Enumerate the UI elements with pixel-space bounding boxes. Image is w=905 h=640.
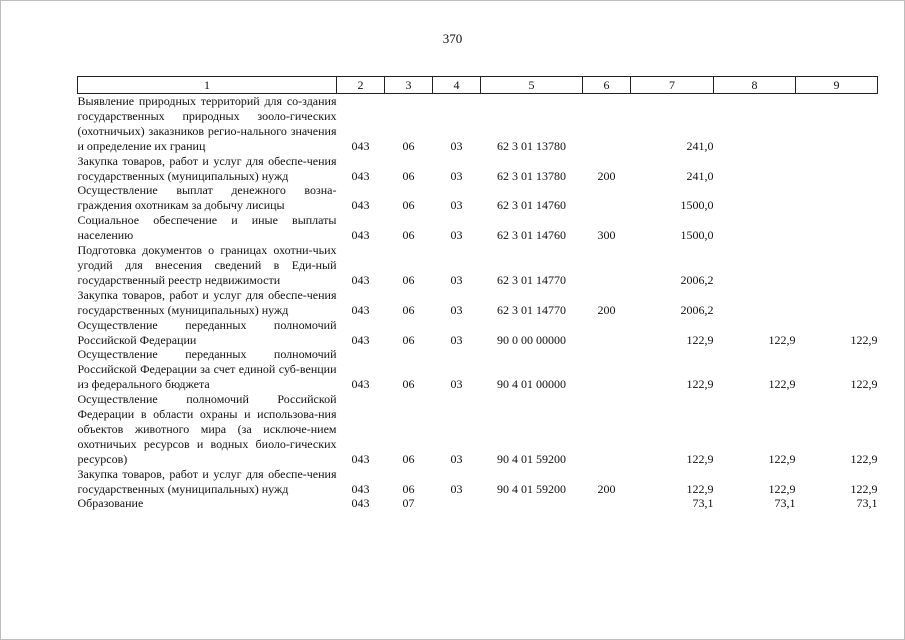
- section-code: 06: [402, 168, 415, 183]
- amount-col8: [714, 213, 796, 243]
- table-row: [78, 496, 878, 511]
- header-cell: 4: [433, 77, 481, 94]
- table-row: [78, 288, 878, 318]
- header-cell: 5: [481, 77, 583, 94]
- table-row: [78, 154, 878, 184]
- ministry-code: 043: [351, 451, 370, 466]
- amount-col9: [796, 154, 878, 184]
- section-code: 06: [402, 377, 415, 392]
- subsection-code: 03: [450, 377, 463, 392]
- subsection-code: 03: [450, 138, 463, 153]
- amount-col9: [796, 213, 878, 243]
- header-row: [78, 77, 878, 94]
- expense-type-code: [583, 347, 631, 392]
- target-article-code: 62 3 01 14770: [497, 272, 566, 287]
- amount-col8: [714, 94, 796, 154]
- target-article-code: 62 3 01 13780: [497, 168, 566, 183]
- amount-col7: 122,9: [686, 377, 714, 392]
- amount-col9: 122,9: [850, 451, 878, 466]
- target-article-code: 90 4 01 59200: [497, 451, 566, 466]
- amount-col7: 241,0: [686, 138, 714, 153]
- page-number: 370: [442, 31, 463, 46]
- expense-type-code: [583, 496, 631, 511]
- table-row: [78, 183, 878, 213]
- row-name: Закупка товаров, работ и услуг для обеспе-чения государственных (муниципальных) нужд: [77, 466, 337, 496]
- amount-col7: 122,9: [686, 481, 714, 496]
- ministry-code: 043: [351, 168, 370, 183]
- row-name: Осуществление выплат денежного возна-граждения охотникам за добычу лисицы: [77, 183, 337, 213]
- row-name: Выявление природных территорий для со-здания государственных природных зооло-гических (охотничьих) заказников регио-нального значения и определение их границ: [77, 94, 337, 153]
- row-name: Осуществление переданных полномочий Российской Федерации за счет единой суб-венции из федерального бюджета: [77, 347, 337, 392]
- section-code: 06: [402, 198, 415, 213]
- row-name: Закупка товаров, работ и услуг для обеспе-чения государственных (муниципальных) нужд: [77, 153, 337, 183]
- amount-col9: 122,9: [850, 481, 878, 496]
- header-cell: 9: [796, 77, 878, 94]
- amount-col7: 241,0: [686, 168, 714, 183]
- row-name: Подготовка документов о границах охотни-чьих угодий для внесения сведений в Еди-ный государственный реестр недвижимости: [77, 243, 337, 287]
- amount-col7: 1500,0: [680, 198, 714, 213]
- table-row: [78, 318, 878, 348]
- ministry-code: 043: [351, 302, 370, 317]
- amount-col9: 122,9: [850, 332, 878, 347]
- subsection-code: 03: [450, 198, 463, 213]
- amount-col7: 1500,0: [680, 228, 714, 243]
- target-article-code: 62 3 01 13780: [497, 138, 566, 153]
- section-code: 06: [402, 138, 415, 153]
- table-row: [78, 213, 878, 243]
- subsection-code: 03: [450, 228, 463, 243]
- amount-col7: 73,1: [692, 496, 714, 511]
- amount-col8: [714, 183, 796, 213]
- amount-col8: [714, 288, 796, 318]
- subsection-code: 03: [450, 302, 463, 317]
- expense-type-code: 200: [597, 168, 616, 183]
- target-article-code: 62 3 01 14760: [497, 228, 566, 243]
- ministry-code: 043: [351, 272, 370, 287]
- subsection-code: 03: [450, 272, 463, 287]
- target-article-code: 90 4 01 59200: [497, 481, 566, 496]
- target-article-code: [481, 496, 583, 511]
- expense-type-code: [583, 243, 631, 288]
- table-row: [78, 347, 878, 392]
- target-article-code: 62 3 01 14770: [497, 302, 566, 317]
- subsection-code: 03: [450, 168, 463, 183]
- amount-col8: 73,1: [774, 496, 796, 511]
- amount-col8: [714, 154, 796, 184]
- amount-col9: [796, 183, 878, 213]
- target-article-code: 62 3 01 14760: [497, 198, 566, 213]
- section-code: 07: [402, 496, 415, 511]
- amount-col9: [796, 243, 878, 288]
- table-row: [78, 243, 878, 288]
- amount-col9: 73,1: [856, 496, 878, 511]
- expense-type-code: [583, 183, 631, 213]
- amount-col9: [796, 288, 878, 318]
- ministry-code: 043: [351, 332, 370, 347]
- target-article-code: 90 4 01 00000: [497, 377, 566, 392]
- ministry-code: 043: [351, 138, 370, 153]
- section-code: 06: [402, 228, 415, 243]
- amount-col8: 122,9: [768, 377, 796, 392]
- budget-table: [77, 76, 878, 511]
- ministry-code: 043: [351, 228, 370, 243]
- subsection-code: [433, 496, 481, 511]
- section-code: 06: [402, 332, 415, 347]
- header-cell: 8: [714, 77, 796, 94]
- amount-col8: 122,9: [768, 481, 796, 496]
- header-cell: 1: [78, 77, 337, 94]
- header-cell: 2: [337, 77, 385, 94]
- amount-col8: 122,9: [768, 332, 796, 347]
- expense-type-code: 200: [597, 481, 616, 496]
- amount-col9: 122,9: [850, 377, 878, 392]
- row-name: Социальное обеспечение и иные выплаты населению: [77, 213, 337, 243]
- ministry-code: 043: [351, 496, 370, 511]
- row-name: Закупка товаров, работ и услуг для обеспе-чения государственных (муниципальных) нужд: [77, 287, 337, 317]
- table-row: [78, 94, 878, 154]
- header-cell: 7: [631, 77, 714, 94]
- amount-col7: 122,9: [686, 451, 714, 466]
- row-name: Образование: [77, 496, 144, 511]
- amount-col8: 122,9: [768, 451, 796, 466]
- amount-col7: 2006,2: [680, 302, 714, 317]
- expense-type-code: [583, 392, 631, 467]
- table-row: [78, 467, 878, 497]
- header-cell: 6: [583, 77, 631, 94]
- amount-col8: [714, 243, 796, 288]
- amount-col7: 2006,2: [680, 272, 714, 287]
- row-name: Осуществление полномочий Российской Федерации в области охраны и использова-ния объектов животного мира (за исключе-нием охотничьих ресурсов и водных биоло-гических ресурсов): [77, 392, 337, 466]
- row-name: Осуществление переданных полномочий Российской Федерации: [77, 317, 337, 347]
- table-row: [78, 392, 878, 467]
- amount-col9: [796, 94, 878, 154]
- expense-type-code: [583, 94, 631, 154]
- subsection-code: 03: [450, 451, 463, 466]
- expense-type-code: 300: [597, 228, 616, 243]
- expense-type-code: 200: [597, 302, 616, 317]
- expense-type-code: [583, 318, 631, 348]
- subsection-code: 03: [450, 481, 463, 496]
- section-code: 06: [402, 272, 415, 287]
- ministry-code: 043: [351, 198, 370, 213]
- section-code: 06: [402, 302, 415, 317]
- header-cell: 3: [385, 77, 433, 94]
- ministry-code: 043: [351, 481, 370, 496]
- target-article-code: 90 0 00 00000: [497, 332, 566, 347]
- subsection-code: 03: [450, 332, 463, 347]
- section-code: 06: [402, 451, 415, 466]
- ministry-code: 043: [351, 377, 370, 392]
- section-code: 06: [402, 481, 415, 496]
- amount-col7: 122,9: [686, 332, 714, 347]
